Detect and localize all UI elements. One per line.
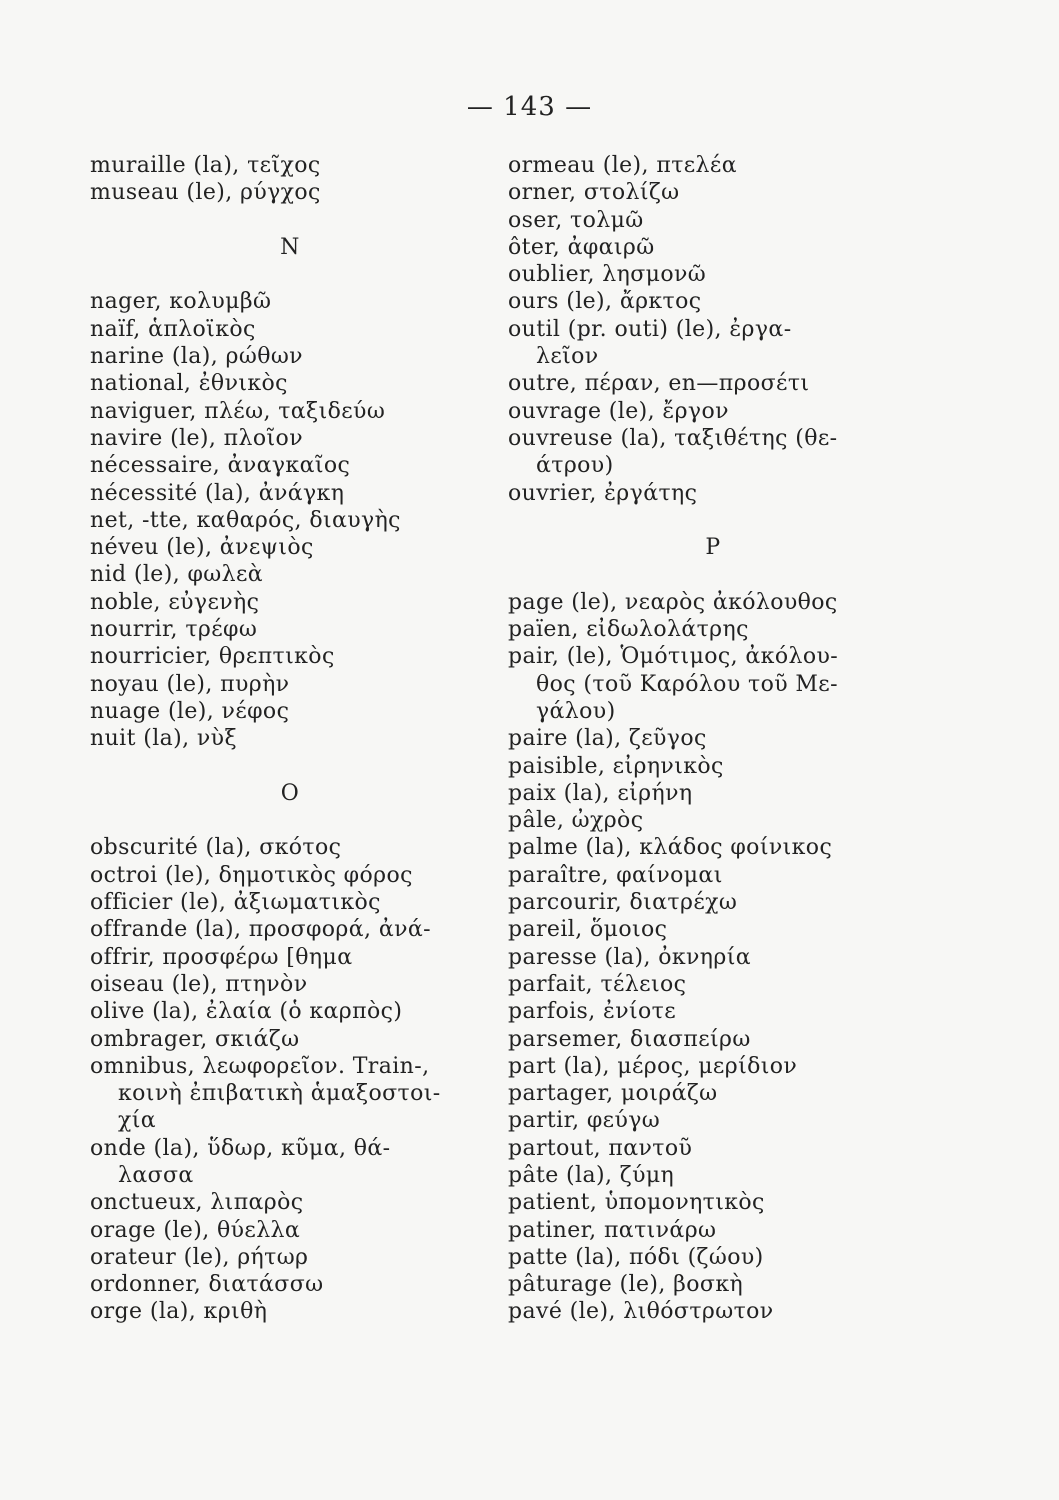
- dictionary-entry: parcourir, διατρέχω: [508, 890, 738, 916]
- dictionary-entry: museau (le), ρύγχος: [90, 180, 321, 206]
- right-column: [508, 152, 918, 1326]
- dictionary-entry: officier (le), ἀξιωματικὸς: [90, 890, 381, 916]
- dictionary-entry: outil (pr. outi) (le), ἐργα-: [508, 316, 792, 342]
- dictionary-entry: ouvrage (le), ἔργον: [508, 398, 729, 424]
- dictionary-entry: pareil, ὅμοιος: [508, 917, 668, 943]
- dictionary-entry: parsemer, διασπείρω: [508, 1026, 751, 1052]
- dictionary-entry: nuage (le), νέφος: [90, 698, 290, 724]
- dictionary-entry: onde (la), ὕδωρ, κῦμα, θά-: [90, 1135, 391, 1161]
- entry-continuation: χία: [118, 1108, 157, 1134]
- dictionary-entry: partout, παντοῦ: [508, 1135, 693, 1161]
- dictionary-entry: parfait, τέλειος: [508, 971, 687, 997]
- entry-continuation: λεῖον: [536, 344, 599, 370]
- dictionary-entry: palme (la), κλάδος φοίνικος: [508, 835, 833, 861]
- dictionary-entry: paraître, φαίνομαι: [508, 862, 723, 888]
- dictionary-entry: naviguer, πλέω, ταξιδεύω: [90, 398, 386, 424]
- dictionary-entry: onctueux, λιπαρὸς: [90, 1190, 304, 1216]
- dictionary-entry: pair, (le), Ὁμότιμος, ἀκόλου-: [508, 644, 839, 670]
- spacer: [508, 561, 918, 588]
- entry-continuation: κοινὴ ἐπιβατικὴ ἁμαξοστοι-: [118, 1081, 441, 1107]
- spacer: [90, 261, 490, 288]
- entry-continuation: γάλου): [536, 698, 616, 724]
- dictionary-entry: partager, μοιράζω: [508, 1081, 718, 1107]
- dictionary-entry: orateur (le), ρήτωρ: [90, 1244, 309, 1270]
- dictionary-entry: nourrir, τρέφω: [90, 617, 258, 643]
- dictionary-entry: paire (la), ζεῦγος: [508, 726, 707, 752]
- dictionary-entry: obscurité (la), σκότος: [90, 835, 342, 861]
- dictionary-entry: outre, πέραν, en—προσέτι: [508, 371, 810, 397]
- dictionary-entry: offrande (la), προσφορά, ἀνά-: [90, 917, 431, 943]
- dictionary-entry: ôter, ἀφαιρῶ: [508, 234, 655, 260]
- dictionary-entry: nuit (la), νὺξ: [90, 726, 237, 752]
- dictionary-entry: ours (le), ἄρκτος: [508, 289, 702, 315]
- dictionary-entry: olive (la), ἐλαία (ὁ καρπὸς): [90, 999, 403, 1025]
- dictionary-entry: net, -tte, καθαρός, διαυγὴς: [90, 507, 401, 533]
- entry-continuation: λασσα: [118, 1162, 194, 1188]
- dictionary-entry: paresse (la), ὀκνηρία: [508, 944, 751, 970]
- spacer: [508, 507, 918, 534]
- dictionary-entry: partir, φεύγω: [508, 1108, 661, 1134]
- dictionary-entry: part (la), μέρος, μερίδιον: [508, 1053, 798, 1079]
- dictionary-entry: nourricier, θρεπτικὸς: [90, 644, 335, 670]
- dictionary-entry: ouvreuse (la), ταξιθέτης (θε-: [508, 425, 838, 451]
- dictionary-entry: nécessaire, ἀναγκαῖος: [90, 453, 351, 479]
- dictionary-entry: paisible, εἰρηνικὸς: [508, 753, 724, 779]
- dictionary-entry: muraille (la), τεῖχος: [90, 153, 321, 178]
- dictionary-entry: pâturage (le), βοσκὴ: [508, 1272, 744, 1298]
- section-letter: O: [280, 780, 300, 806]
- dictionary-entry: narine (la), ρώθων: [90, 344, 303, 370]
- dictionary-entry: pâte (la), ζύμη: [508, 1162, 675, 1188]
- dictionary-entry: oiseau (le), πτηνὸν: [90, 971, 308, 997]
- spacer: [90, 807, 490, 834]
- dictionary-entry: noyau (le), πυρὴν: [90, 671, 290, 697]
- dictionary-entry: navire (le), πλοῖον: [90, 425, 303, 451]
- dictionary-entry: noble, εὐγενὴς: [90, 589, 260, 615]
- dictionary-entry: omnibus, λεωφορεῖον. Train-,: [90, 1053, 430, 1079]
- dictionary-entry: pavé (le), λιθόστρωτον: [508, 1299, 774, 1325]
- section-letter: P: [705, 535, 721, 561]
- dictionary-entry: offrir, προσφέρω [θημα: [90, 944, 353, 970]
- page-number: — 143 —: [466, 92, 593, 122]
- dictionary-entry: pâle, ὠχρὸς: [508, 808, 644, 834]
- dictionary-entry: national, ἐθνικὸς: [90, 371, 288, 397]
- dictionary-entry: patte (la), πόδι (ζώου): [508, 1244, 764, 1270]
- dictionary-entry: ormeau (le), πτελέα: [508, 153, 737, 178]
- entry-continuation: άτρου): [536, 453, 614, 479]
- dictionary-entry: patient, ὑπομονητικὸς: [508, 1190, 765, 1216]
- entry-continuation: θος (τοῦ Καρόλου τοῦ Με-: [536, 671, 838, 697]
- dictionary-entry: octroi (le), δημοτικὸς φόρος: [90, 862, 413, 888]
- dictionary-entry: ouvrier, ἐργάτης: [508, 480, 698, 506]
- dictionary-entry: parfois, ἐνίοτε: [508, 999, 677, 1025]
- dictionary-entry: naïf, ἁπλοϊκὸς: [90, 316, 256, 342]
- dictionary-entry: patiner, πατινάρω: [508, 1217, 717, 1243]
- spacer: [90, 207, 490, 234]
- dictionary-entry: orner, στολίζω: [508, 180, 680, 206]
- left-column: [90, 152, 490, 1326]
- dictionary-entry: orage (le), θύελλα: [90, 1217, 301, 1243]
- dictionary-entry: ordonner, διατάσσω: [90, 1272, 324, 1298]
- dictionary-entry: nécessité (la), ἀνάγκη: [90, 480, 345, 506]
- dictionary-entry: orge (la), κριθὴ: [90, 1299, 268, 1325]
- section-letter: N: [280, 234, 300, 260]
- spacer: [90, 753, 490, 780]
- dictionary-entry: néveu (le), ἀνεψιὸς: [90, 535, 314, 561]
- dictionary-entry: nager, κολυμβῶ: [90, 289, 272, 315]
- dictionary-entry: paix (la), εἰρήνη: [508, 780, 693, 806]
- dictionary-entry: page (le), νεαρὸς ἀκόλουθος: [508, 589, 838, 615]
- dictionary-entry: païen, εἰδωλολάτρης: [508, 617, 749, 643]
- dictionary-entry: nid (le), φωλεὰ: [90, 562, 264, 588]
- dictionary-entry: ombrager, σκιάζω: [90, 1026, 300, 1052]
- dictionary-entry: oublier, λησμονῶ: [508, 262, 707, 288]
- dictionary-entry: oser, τολμῶ: [508, 207, 644, 233]
